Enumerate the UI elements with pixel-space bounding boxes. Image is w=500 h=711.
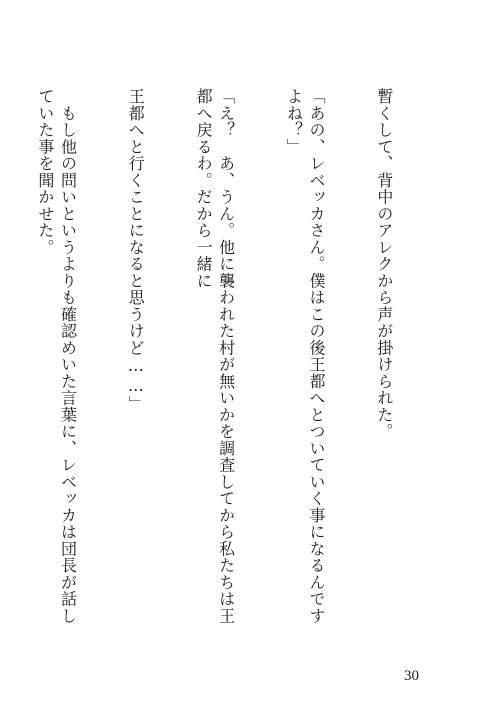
text-line: もし他の問いというよりも確認めいた言葉に、レベッカは団長が話していた事を聞かせた。 [35, 88, 78, 624]
text-line: 「あの、レベッカさん。僕はこの後王都へとついていく事になるんですよね？」 [284, 88, 327, 624]
text-line: 暫くして、背中のアレクから声が掛けられた。 [374, 88, 394, 440]
page-number: 30 [404, 668, 419, 684]
body-text [35, 88, 440, 633]
vertical-text-block [35, 88, 440, 633]
text-line: 王都へと行くことになると思うけど……」 [126, 88, 146, 413]
text-line: 「え？ あ、うん。他に襲われた村が無いかを調査してから私たちは王都へ戻るわ。だから一緒に [194, 88, 236, 624]
